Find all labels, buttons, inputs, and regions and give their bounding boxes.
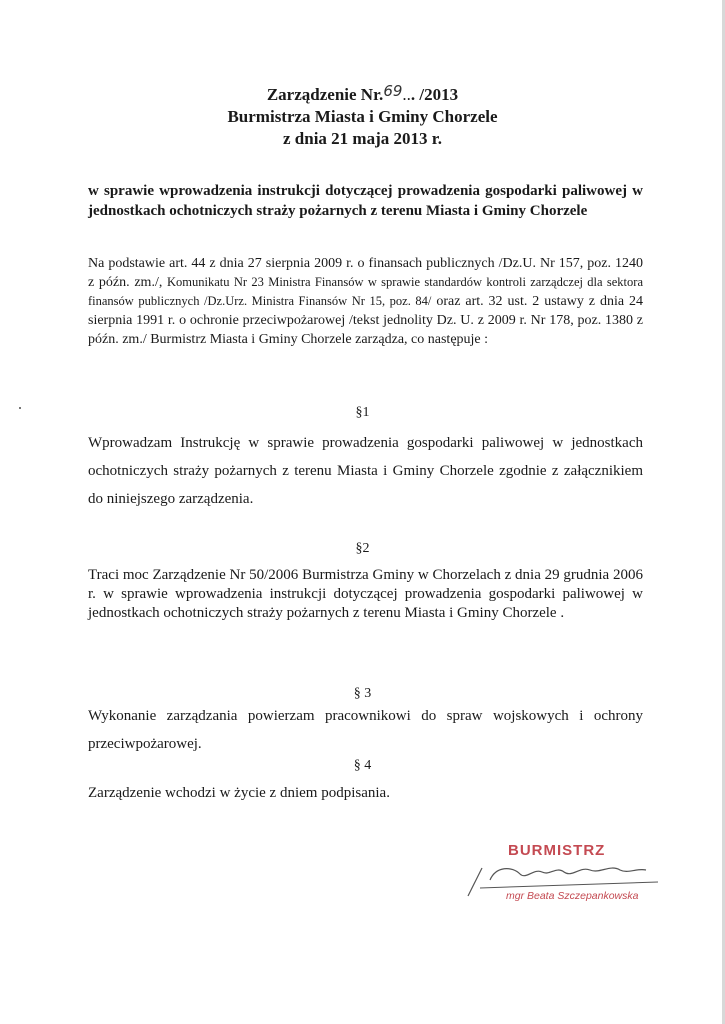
section-4-sign: § 4 [353,758,372,773]
section-3-sign: § 3 [353,686,372,701]
basis-part-2: Komunikatu Nr 23 Ministra Finansów w sprawie standardów kontroli zarządczej dla sektora finansów publicznych /Dz.Urz. Ministra Finansów Nr 15, poz. 84/ [88,275,643,308]
subject-paragraph: w sprawie wprowadzenia instrukcji dotyczącej prowadzenia gospodarki paliwowej w jednostkach ochotniczych straży pożarnych z terenu Miasta i Gminy Chorzele [88,183,643,219]
mayor-stamp [460,838,660,908]
basis-part-1: Na podstawie art. 44 z dnia 27 sierpnia 2009 r. o finansach publicznych /Dz.U. Nr 157, poz. 1240 z późn. zm./, [88,256,643,290]
section-1-text: Wprowadzam Instrukcję w sprawie prowadzenia gospodarki paliwowej w jednostkach ochotniczych straży pożarnych z terenu Miasta i Gminy Chorzele zgodnie z załącznikiem do niniejszego zarządzenia. [88,435,643,507]
legal-basis-paragraph [88,254,643,349]
stamp-name: mgr Beata Szczepankowska [506,890,639,902]
basis-part-3: oraz art. 32 ust. 2 ustawy z dnia 24 sierpnia 1991 r. o ochronie przeciwpożarowej /tekst jednolity Dz. U. z 2009 r. Nr 178, poz. 1380 z późn. zm./ Burmistrz Miasta i Gminy Chorzele zarządza, co następuje : [88,294,643,347]
title-line [0,84,725,106]
section-2-text: Traci moc Zarządzenie Nr 50/2006 Burmistrza Gminy w Chorzelach z dnia 29 grudnia 2006 r. w sprawie wprowadzenia instrukcji dotyczącej prowadzenia gospodarki paliwowej w jednostkach ochotniczych straży pożarnych z terenu Miasta i Gminy Chorzele . [88,567,643,621]
section-3-text: Wykonanie zarządzania powierzam pracownikowi do spraw wojskowych i ochrony przeciwpożarowej. [88,708,643,752]
section-2-sign: §2 [355,541,370,556]
section-4-text: Zarządzenie wchodzi w życie z dniem podpisania. [88,785,390,801]
document-header [0,84,725,150]
title-suffix: . /2013 [410,85,459,104]
handwritten-number: 69 [383,82,403,100]
issuer-line: Burmistrza Miasta i Gminy Chorzele [227,107,498,126]
stamp-title: BURMISTRZ [508,842,606,859]
title-dots: .. [402,85,411,104]
title-prefix: Zarządzenie Nr. [266,85,384,104]
date-line: z dnia 21 maja 2013 r. [283,129,442,148]
section-1-sign: §1 [355,405,370,420]
